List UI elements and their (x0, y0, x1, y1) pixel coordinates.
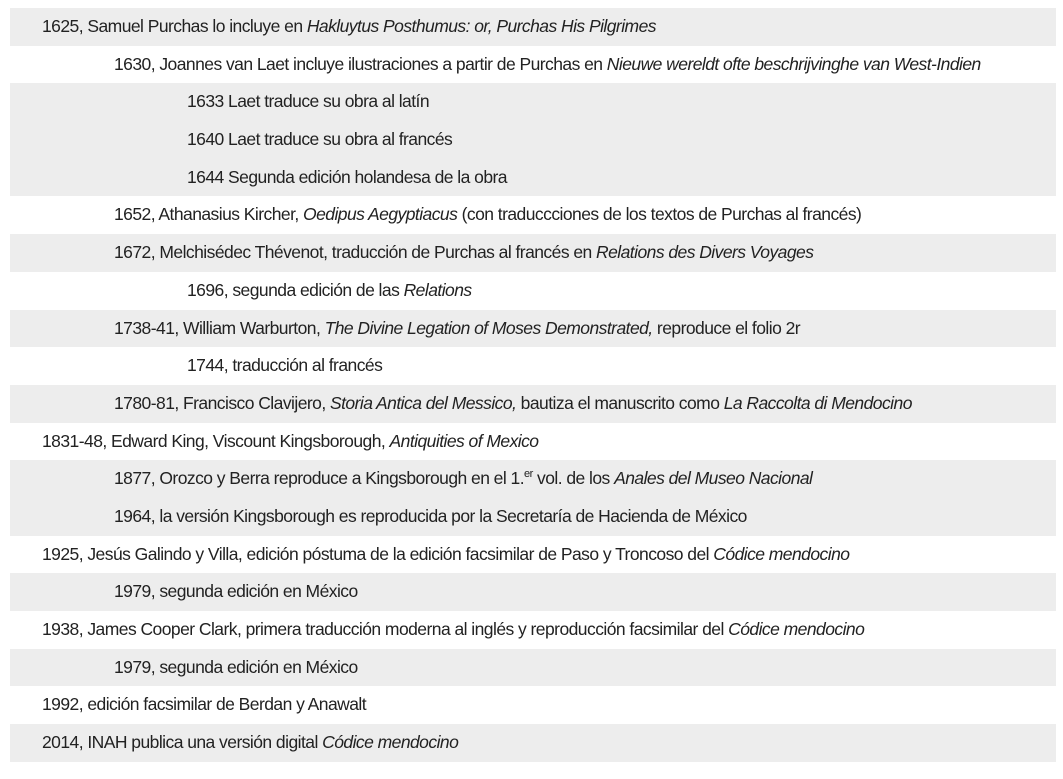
work-title: Códice mendocino (728, 619, 865, 639)
entry-text: vol. de los (532, 468, 615, 489)
entry-text: 1744, traducción al francés (187, 355, 383, 376)
timeline-row (10, 310, 1056, 348)
work-title: Oedipus Aegyptiacus (303, 204, 458, 225)
timeline-row (10, 196, 1056, 234)
work-title: Códice mendocino (713, 543, 850, 564)
entry-text: 1672, Melchisédec Thévenot, traducción de Purchas al francés en (114, 242, 597, 263)
entry-text: 1652, Athanasius Kircher, (114, 204, 304, 225)
timeline-row (10, 234, 1056, 272)
entry-text: 1640 Laet traduce su obra al francés (187, 129, 453, 150)
timeline-row (10, 460, 1056, 498)
entry-text: 1696, segunda edición de las (187, 279, 404, 300)
timeline-row (10, 385, 1056, 423)
entry-text: 1979, segunda edición en México (114, 581, 358, 602)
work-title: Nieuwe wereldt ofte beschrijvinghe van West-Indien (606, 53, 981, 74)
work-title: Storia Antica del Messico, (329, 392, 517, 413)
timeline-row (10, 8, 1056, 46)
timeline-row (10, 724, 1056, 762)
timeline-row (10, 83, 1056, 121)
work-title: Hakluytus Posthumus: or, Purchas His Pilgrimes (306, 16, 656, 36)
timeline-row (10, 573, 1056, 611)
timeline-row (10, 159, 1056, 197)
work-title: Relations (403, 279, 472, 300)
timeline-row (10, 498, 1056, 536)
work-title: Anales del Museo Nacional (614, 468, 813, 489)
work-title: Antiquities of Mexico (389, 430, 539, 451)
work-title: Relations des Divers Voyages (596, 242, 814, 263)
timeline-row (10, 686, 1056, 724)
timeline-row (10, 121, 1056, 159)
entry-text: 1877, Orozco y Berra reproduce a Kingsborough en el 1. (114, 468, 525, 489)
work-title: La Raccolta di Mendocino (723, 392, 912, 413)
entry-text: 1738-41, William Warburton, (114, 317, 325, 338)
entry-text: 1938, James Cooper Clark, primera traducción moderna al inglés y reproducción facsimilar del (42, 619, 729, 639)
work-title: Códice mendocino (322, 732, 459, 753)
entry-text: 1979, segunda edición en México (114, 656, 358, 677)
timeline-row (10, 536, 1056, 574)
entry-text: 1831-48, Edward King, Viscount Kingsborough, (42, 430, 390, 451)
timeline-row (10, 46, 1056, 84)
timeline-row (10, 423, 1056, 461)
entry-text: 1780-81, Francisco Clavijero, (114, 392, 330, 413)
timeline-row (10, 347, 1056, 385)
entry-text: 2014, INAH publica una versión digital (42, 732, 323, 753)
timeline-row (10, 272, 1056, 310)
entry-text: reproduce el folio 2r (652, 317, 801, 338)
entry-text: 1630, Joannes van Laet incluye ilustraciones a partir de Purchas en (114, 53, 607, 74)
entry-text: 1992, edición facsimilar de Berdan y Anawalt (42, 694, 367, 715)
timeline-row (10, 649, 1056, 687)
entry-text: (con traduccciones de los textos de Purchas al francés) (457, 204, 862, 225)
entry-text: 1625, Samuel Purchas lo incluye en (42, 16, 307, 36)
entry-text: 1644 Segunda edición holandesa de la obra (187, 166, 507, 187)
superscript: er (524, 468, 533, 481)
entry-text: 1925, Jesús Galindo y Villa, edición póstuma de la edición facsimilar de Paso y Troncoso del (42, 543, 714, 564)
entry-text: 1633 Laet traduce su obra al latín (187, 91, 430, 112)
timeline-row (10, 611, 1056, 649)
timeline-table (10, 8, 1056, 762)
work-title: The Divine Legation of Moses Demonstrated, (324, 317, 653, 338)
entry-text: bautiza el manuscrito como (516, 392, 724, 413)
entry-text: 1964, la versión Kingsborough es reproducida por la Secretaría de Hacienda de México (114, 505, 747, 526)
